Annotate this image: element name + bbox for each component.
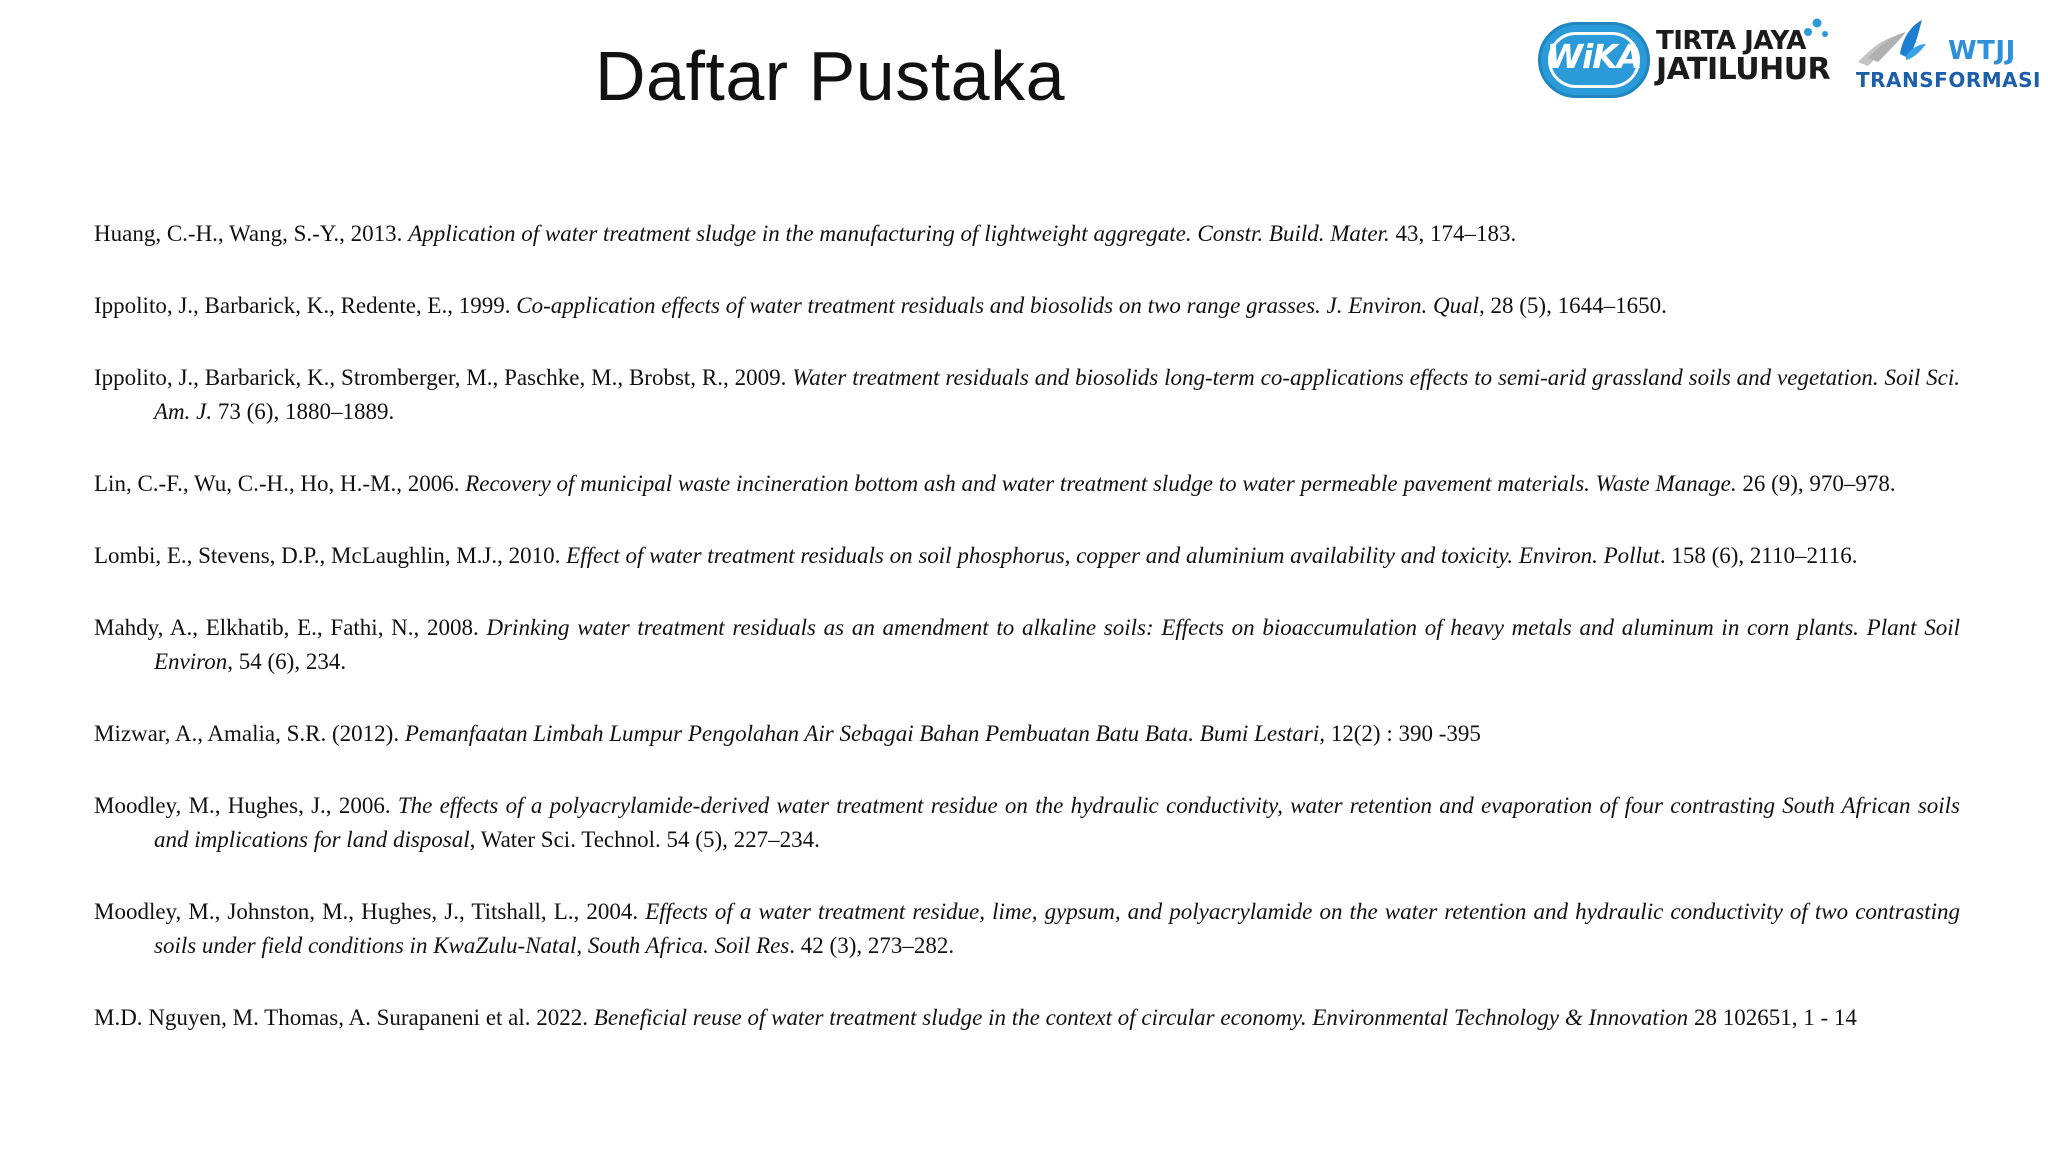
reference-title: Effects of a water treatment residue, lime, gypsum, and polyacrylamide on the water retention and hydraulic conductivity of two contrasting soils under field conditions in KwaZulu-Natal, South Africa. Soil Res [154, 899, 1960, 958]
tirta-jaya-text: TIRTA JAYA [1656, 26, 1806, 56]
reference-details: , Water Sci. Technol. 54 (5), 227–234. [469, 827, 820, 852]
reference-title: Recovery of municipal waste incineration bottom ash and water treatment sludge to water permeable pavement materials. Waste Manage. [465, 471, 1737, 496]
jatiluhur-text: JATILUHUR [1656, 52, 1831, 87]
reference-title: Beneficial reuse of water treatment sludge in the context of circular economy. Environmental Technology & Innovation [593, 1005, 1689, 1030]
reference-item [94, 789, 1960, 857]
reference-authors: Lombi, E., Stevens, D.P., McLaughlin, M.J., 2010. [94, 543, 567, 568]
slide-title: Daftar Pustaka [595, 37, 1065, 115]
reference-item [94, 289, 1960, 323]
reference-item [94, 217, 1960, 251]
reference-item [94, 467, 1960, 501]
reference-authors: Lin, C.-F., Wu, C.-H., Ho, H.-M., 2006. [94, 471, 466, 496]
reference-details: 28 (5), 1644–1650. [1484, 293, 1667, 318]
reference-title: The effects of a polyacrylamide-derived water treatment residue on the hydraulic conductivity, water retention and evaporation of four contrasting South African soils and implications for land disposal [154, 793, 1960, 852]
reference-authors: M.D. Nguyen, M. Thomas, A. Surapaneni et al. 2022. [94, 1005, 594, 1030]
reference-title: Drinking water treatment residuals as an amendment to alkaline soils: Effects on bioaccumulation of heavy metals and aluminum in corn plants. Plant Soil Environ [154, 615, 1960, 674]
reference-details: 28 102651, 1 - 14 [1688, 1005, 1857, 1030]
reference-item [94, 717, 1960, 751]
wika-logo-text: WiKA [1546, 37, 1642, 76]
logo-area [1538, 12, 2041, 102]
reference-details: 12(2) : 390 -395 [1325, 721, 1481, 746]
reference-authors: Huang, C.-H., Wang, S.-Y., 2013. [94, 221, 409, 246]
reference-authors: Ippolito, J., Barbarick, K., Redente, E., 1999. [94, 293, 517, 318]
wika-logo [1538, 22, 1650, 98]
reference-title: Application of water treatment sludge in the manufacturing of lightweight aggregate. Constr. Build. Mater. [408, 221, 1390, 246]
reference-item [94, 361, 1960, 429]
reference-item [94, 539, 1960, 573]
reference-title: Co-application effects of water treatment residuals and biosolids on two range grasses. J. Environ. Qual, [516, 293, 1485, 318]
wtjj-text: WTJJ [1948, 36, 2016, 66]
transformasi-text: TRANSFORMASI [1856, 68, 2041, 92]
reference-title: Water treatment residuals and biosolids long-term co-applications effects to semi-arid grassland soils and vegetation. Soil Sci. Am. J. [154, 365, 1960, 424]
reference-details: 73 (6), 1880–1889. [212, 399, 395, 424]
reference-title: Effect of water treatment residuals on soil phosphorus, copper and aluminium availability and toxicity. Environ. Pollut [566, 543, 1660, 568]
reference-authors: Mizwar, A., Amalia, S.R. (2012). [94, 721, 405, 746]
reference-title: Pemanfaatan Limbah Lumpur Pengolahan Air Sebagai Bahan Pembuatan Batu Bata. Bumi Lestari, [404, 721, 1326, 746]
reference-authors: Mahdy, A., Elkhatib, E., Fathi, N., 2008. [94, 615, 487, 640]
reference-details: 26 (9), 970–978. [1736, 471, 1896, 496]
reference-item [94, 1001, 1960, 1035]
reference-details: . 158 (6), 2110–2116. [1659, 543, 1858, 568]
reference-authors: Ippolito, J., Barbarick, K., Stromberger, M., Paschke, M., Brobst, R., 2009. [94, 365, 793, 390]
reference-authors: Moodley, M., Johnston, M., Hughes, J., Titshall, L., 2004. [94, 899, 646, 924]
reference-details: 43, 174–183. [1389, 221, 1517, 246]
reference-details: . 42 (3), 273–282. [789, 933, 955, 958]
reference-item [94, 895, 1960, 963]
reference-list [94, 194, 1960, 1073]
reference-item [94, 611, 1960, 679]
reference-details: , 54 (6), 234. [227, 649, 347, 674]
reference-authors: Moodley, M., Hughes, J., 2006. [94, 793, 398, 818]
wtjj-wing-icon [1856, 18, 1928, 70]
